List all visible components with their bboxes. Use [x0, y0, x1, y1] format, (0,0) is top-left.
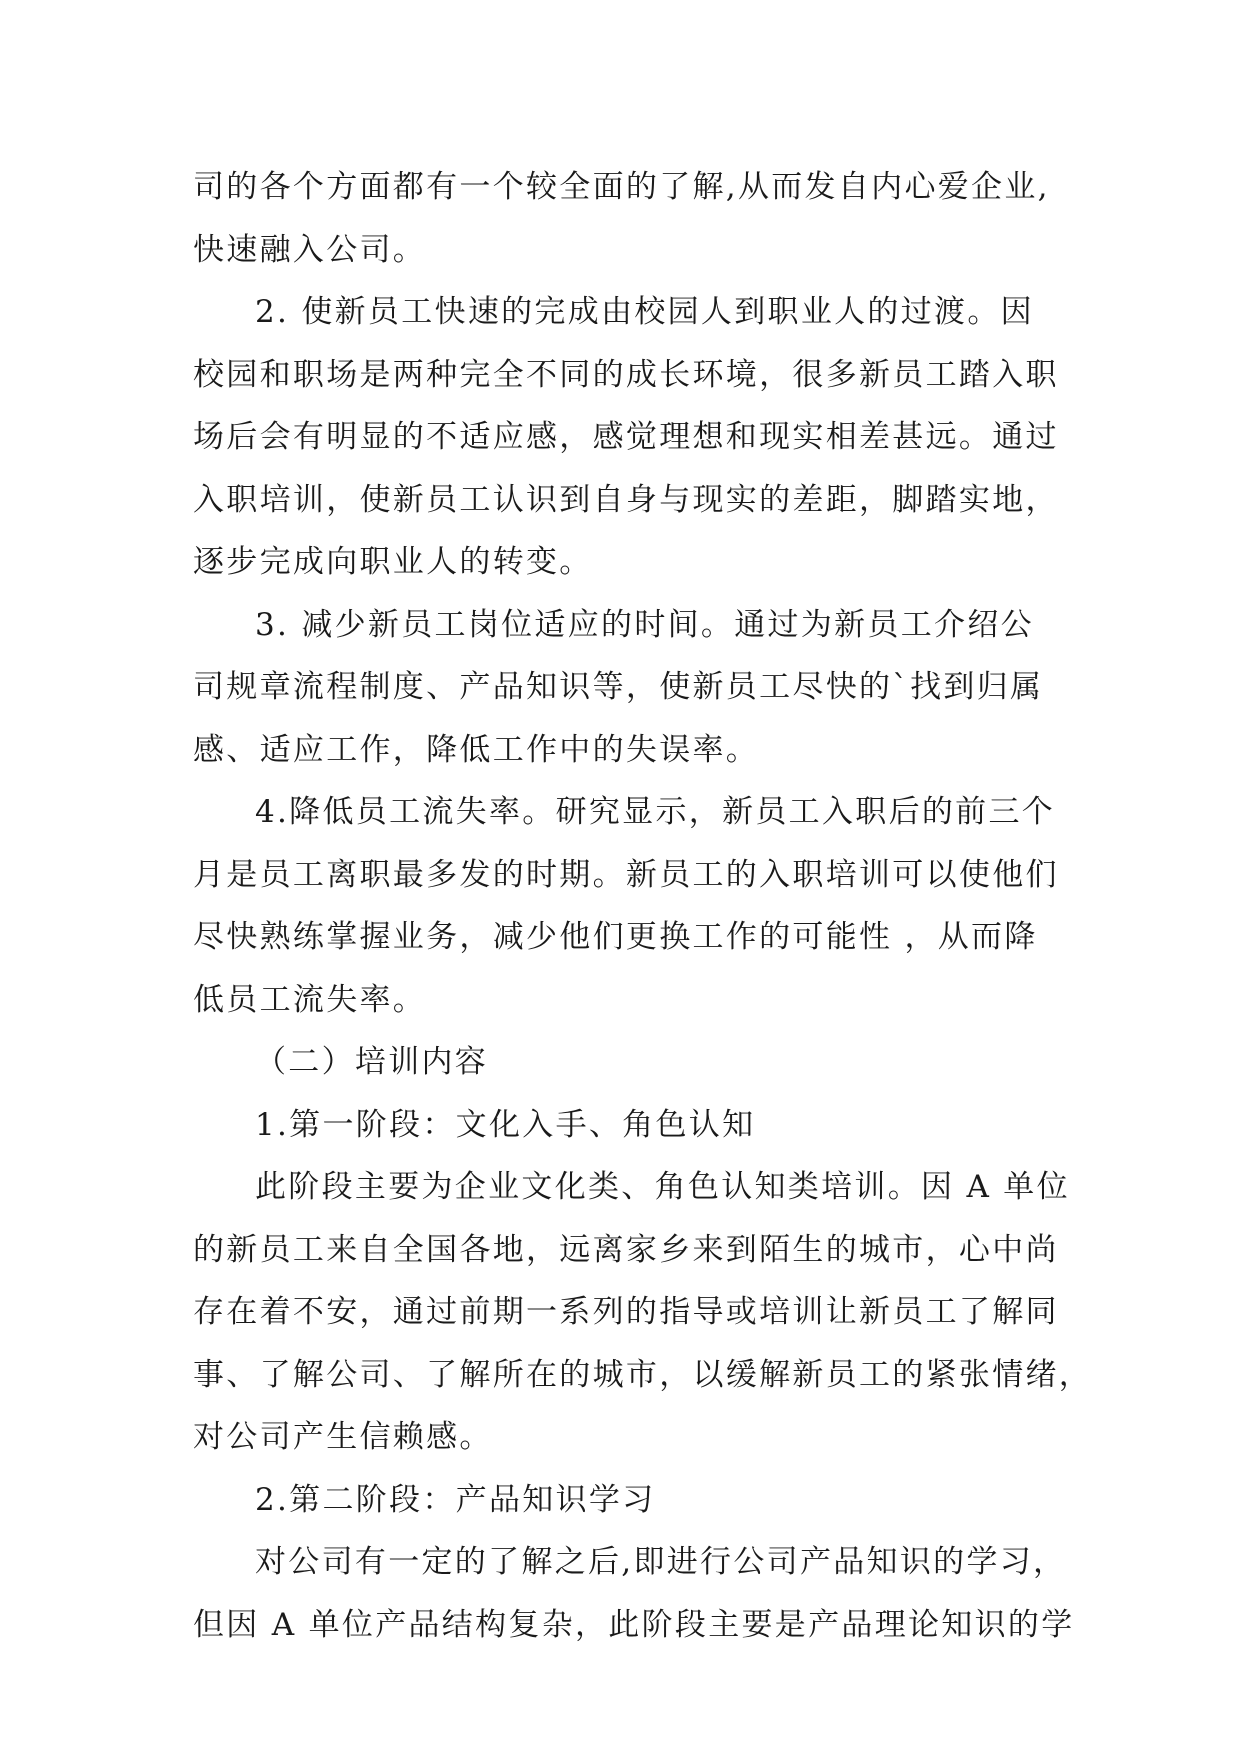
text-line: 对公司有一定的了解之后,即进行公司产品知识的学习，: [255, 1544, 1067, 1580]
text-line: 4.降低员工流失率。研究显示，新员工入职后的前三个: [255, 794, 1056, 830]
text-line: 场后会有明显的不适应感，感觉理想和现实相差甚远。通过: [193, 419, 1059, 455]
text-line: 校园和职场是两种完全不同的成长环境，很多新员工踏入职: [193, 356, 1059, 393]
text-line: 感、适应工作，降低工作中的失误率。: [193, 731, 760, 768]
text-line: 月是员工离职最多发的时期。新员工的入职培训可以使他们: [193, 856, 1059, 893]
text-line: 此阶段主要为企业文化类、角色认知类培训。因 A 单位: [255, 1169, 1070, 1205]
section-heading: （二）培训内容: [255, 1044, 489, 1080]
text-line: 的新员工来自全国各地，远离家乡来到陌生的城市，心中尚: [193, 1231, 1059, 1268]
text-line: 低员工流失率。: [193, 981, 427, 1018]
text-line: 事、了解公司、了解所在的城市，以缓解新员工的紧张情绪，: [193, 1356, 1093, 1393]
text-line: 尽快熟练掌握业务，减少他们更换工作的可能性 ，从而降: [193, 919, 1038, 955]
text-line: 但因 A 单位产品结构复杂，此阶段主要是产品理论知识的学: [193, 1606, 1075, 1643]
text-line: 逐步完成向职业人的转变。: [193, 544, 593, 580]
body-text: [193, 156, 1093, 1656]
text-line: 入职培训，使新员工认识到自身与现实的差距，脚踏实地，: [193, 481, 1059, 518]
text-line: 快速融入公司。: [193, 231, 427, 268]
subsection-heading: 1.第一阶段：文化入手、角色认知: [255, 1106, 756, 1143]
text-line: 存在着不安，通过前期一系列的指导或培训让新员工了解同: [193, 1294, 1059, 1330]
text-line: 司规章流程制度、产品知识等，使新员工尽快的`找到归属: [193, 669, 1044, 705]
text-line: 2. 使新员工快速的完成由校园人到职业人的过渡。因: [255, 294, 1034, 330]
text-line: 对公司产生信赖感。: [193, 1419, 493, 1455]
subsection-heading: 2.第二阶段：产品知识学习: [255, 1481, 656, 1518]
text-line: 3. 减少新员工岗位适应的时间。通过为新员工介绍公: [255, 606, 1034, 643]
text-line: 司的各个方面都有一个较全面的了解,从而发自内心爱企业,: [193, 169, 1050, 205]
